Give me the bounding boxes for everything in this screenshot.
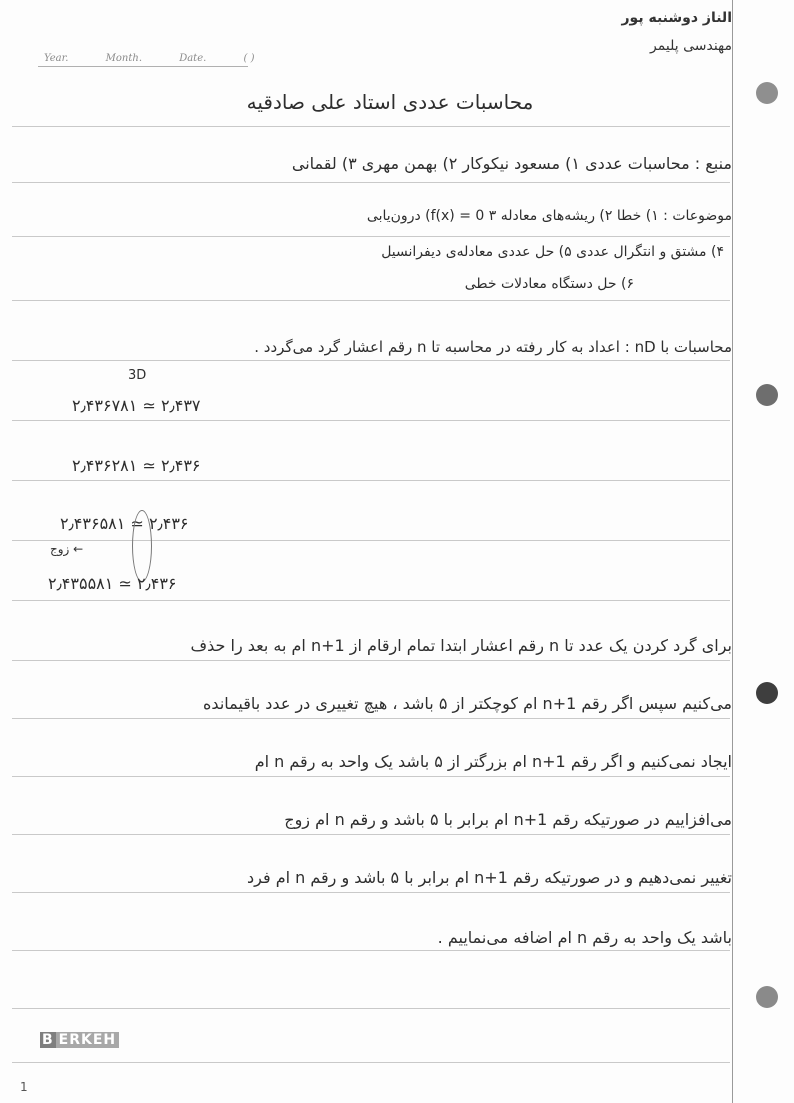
paragraph-line-1: برای گرد کردن یک عدد تا n رقم اعشار ابتدا تمام ارقام از n+1 ام به بعد را حذف xyxy=(190,636,732,655)
rounding-example-3: ۲٫۴۳۶۵۸۱ ≃ ۲٫۴۳۶ xyxy=(60,514,189,533)
source-line: منبع : محاسبات عددی ۱) مسعود نیکوکار ۲) بهمن مهری ۳) لقمانی xyxy=(291,154,732,173)
ruled-line xyxy=(12,480,730,481)
rounding-example-1: ۲٫۴۳۶۷۸۱ ≃ ۲٫۴۳۷ xyxy=(72,396,201,415)
ruled-line xyxy=(12,660,730,661)
paragraph-line-5: تغییر نمی‌دهیم و در صورتیکه رقم n+1 ام برابر با ۵ باشد و رقم n ام فرد xyxy=(247,868,732,887)
even-note: ← زوج xyxy=(50,542,84,556)
binder-hole xyxy=(756,682,778,704)
topics-line-3: ۶) حل دستگاه معادلات خطی xyxy=(464,276,634,292)
ruled-line xyxy=(12,1062,730,1063)
paragraph-line-2: می‌کنیم سپس اگر رقم n+1 ام کوچکتر از ۵ باشد ، هیچ تغییری در عدد باقیمانده xyxy=(203,694,732,713)
month-label: Month. xyxy=(105,53,143,64)
paragraph-line-6: باشد یک واحد به رقم n ام اضافه می‌نماییم . xyxy=(437,928,732,947)
ruled-line xyxy=(12,1008,730,1009)
label-3d: 3D xyxy=(128,368,147,383)
ruled-line xyxy=(12,776,730,777)
date-paren: ( ) xyxy=(243,53,255,64)
ruled-line xyxy=(12,360,730,361)
ruled-line xyxy=(12,950,730,951)
date-label: Date. xyxy=(179,53,207,64)
binder-hole xyxy=(756,986,778,1008)
ruled-line xyxy=(12,600,730,601)
ruled-line xyxy=(12,892,730,893)
rounding-example-2: ۲٫۴۳۶۲۸۱ ≃ ۲٫۴۳۶ xyxy=(72,456,201,475)
ruled-line xyxy=(12,718,730,719)
topics-line-2: ۴) مشتق و انتگرال عددی ۵) حل عددی معادله‌ی دیفرانسیل xyxy=(381,244,724,260)
date-header xyxy=(44,53,288,64)
circle-annotation xyxy=(132,510,152,582)
brand-b: B xyxy=(42,1032,54,1048)
brand-rest: ERKEH xyxy=(56,1032,119,1048)
nd-rounding-line: محاسبات با nD : اعداد به کار رفته در محاسبه تا n رقم اعشار گرد می‌گردد . xyxy=(254,338,732,356)
page-title: محاسبات عددی استاد علی صادقیه xyxy=(246,90,534,114)
ruled-line xyxy=(12,420,730,421)
header-line xyxy=(38,66,248,67)
ruled-line xyxy=(12,540,730,541)
topics-line-1: موضوعات : ۱) خطا ۲) ریشه‌های معادله f(x) = 0 ۳) درون‌یابی xyxy=(366,208,732,224)
ruled-line xyxy=(12,300,730,301)
author-name: الناز دوشنبه پور xyxy=(621,10,732,26)
binder-hole xyxy=(756,82,778,104)
paragraph-line-4: می‌افزاییم در صورتیکه رقم n+1 ام برابر با ۵ باشد و رقم n ام زوج xyxy=(284,810,732,829)
paragraph-line-3: ایجاد نمی‌کنیم و اگر رقم n+1 ام بزرگتر از ۵ باشد یک واحد به رقم n ام xyxy=(254,752,732,771)
margin-line xyxy=(732,0,733,1103)
binder-hole xyxy=(756,384,778,406)
berkeh-logo xyxy=(40,1032,119,1048)
year-label: Year. xyxy=(44,53,69,64)
ruled-line xyxy=(12,236,730,237)
ruled-line xyxy=(12,182,730,183)
rounding-example-4: ۲٫۴۳۵۵۸۱ ≃ ۲٫۴۳۶ xyxy=(48,574,177,593)
author-field: مهندسی پلیمر xyxy=(650,38,732,54)
ruled-line xyxy=(12,834,730,835)
page-number: 1 xyxy=(20,1080,28,1094)
ruled-line xyxy=(12,126,730,127)
